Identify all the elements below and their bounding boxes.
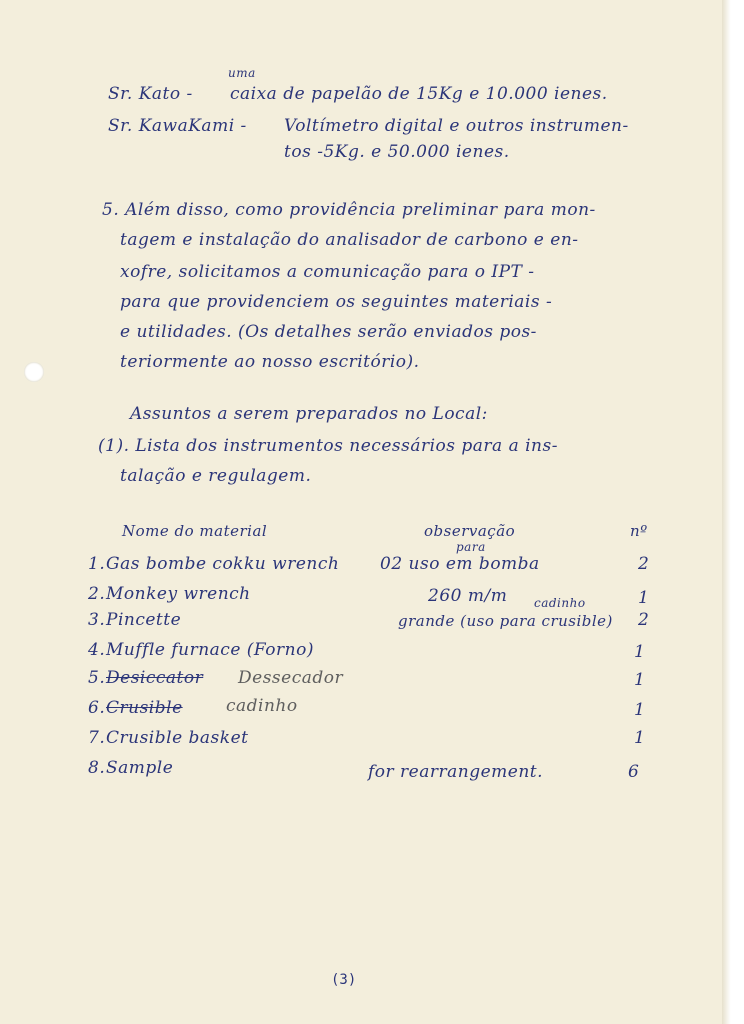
row-num: 6. [88, 698, 106, 718]
row-num: 3. [88, 610, 106, 630]
row-obs: for rearrangement. [368, 762, 544, 782]
row-qty: 1 [638, 588, 650, 608]
row-name: Crusible basket [106, 728, 249, 748]
col-header-qty: nº [630, 522, 648, 540]
row-obs-insert: para [456, 540, 486, 554]
section-heading: Assuntos a serem preparados no Local: [130, 404, 488, 424]
para5-line: tagem e instalação do analisador de carbono e en- [120, 230, 579, 250]
para5-line: para que providenciem os seguintes materiais - [120, 292, 553, 312]
row-name-struck: Desiccator [106, 668, 204, 688]
row-num: 2. [88, 584, 106, 604]
row-obs: 02 uso em bomba [380, 554, 540, 574]
row-qty: 1 [634, 670, 646, 690]
row-qty: 1 [634, 642, 646, 662]
para5-line: xofre, solicitamos a comunicação para o IPT - [120, 262, 535, 282]
row-name: Pincette [106, 610, 182, 630]
row-qty: 6 [628, 762, 640, 782]
kawakami-cont: tos -5Kg. e 50.000 ienes. [284, 142, 510, 162]
row-name: Monkey wrench [106, 584, 251, 604]
row-name-fix: Dessecador [238, 668, 344, 688]
row-num: 8. [88, 758, 106, 778]
row-qty: 2 [638, 554, 650, 574]
paper-edge [722, 0, 744, 1024]
row-name: Gas bombe cokku wrench [106, 554, 340, 574]
row-qty: 1 [634, 700, 646, 720]
kato-insert: uma [228, 66, 256, 80]
row-name: Muffle furnace (Forno) [106, 640, 314, 660]
row-name-fix: cadinho [226, 696, 298, 716]
row-qty: 2 [638, 610, 650, 630]
row-num: 4. [88, 640, 106, 660]
row-obs-insert: cadinho [534, 596, 586, 610]
col-header-name: Nome do material [122, 522, 268, 540]
punch-hole [24, 362, 44, 382]
row-qty: 1 [634, 728, 646, 748]
row-num: 7. [88, 728, 106, 748]
row-num: 1. [88, 554, 106, 574]
para5-line: e utilidades. (Os detalhes serão enviados pos- [120, 322, 537, 342]
row-obs: 260 m/m [428, 586, 508, 606]
row-obs2: grande (uso para crusible) [398, 612, 613, 630]
para5-line: teriormente ao nosso escritório). [120, 352, 420, 372]
item1-line1: (1). Lista dos instrumentos necessários para a ins- [98, 436, 558, 456]
row-name: Sample [106, 758, 174, 778]
kawakami-name: Sr. KawaKami - [108, 116, 247, 136]
kato-name: Sr. Kato - [108, 84, 193, 104]
row-name-struck: Crusible [106, 698, 183, 718]
kawakami-text: Voltímetro digital e outros instrumen- [284, 116, 629, 136]
row-num: 5. [88, 668, 106, 688]
page-number: (3) [331, 972, 357, 988]
item1-line2: talação e regulagem. [120, 466, 312, 486]
kato-text: caixa de papelão de 15Kg e 10.000 ienes. [230, 84, 608, 104]
para5-line: 5. Além disso, como providência preliminar para mon- [102, 200, 596, 220]
col-header-obs: observação [424, 522, 516, 540]
